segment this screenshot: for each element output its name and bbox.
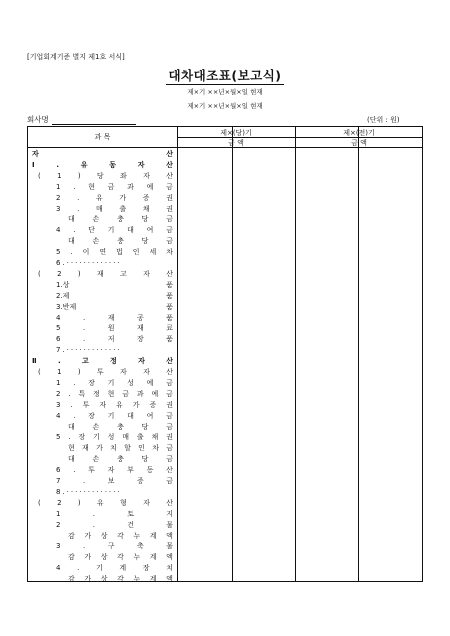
table-row: [28, 193, 177, 203]
table-row: [28, 454, 177, 464]
header-prior-period: 제×(전)기: [343, 129, 375, 137]
table-row: [28, 411, 177, 421]
document-title-text: 대차대조표(보고식): [168, 68, 282, 83]
account-label: 대 손 충 당 금: [68, 237, 173, 246]
table-row: [28, 171, 177, 181]
table-row: [28, 563, 177, 573]
table-row: [28, 432, 177, 442]
table-row: [28, 247, 177, 257]
account-label: 5 . 원 재 료: [56, 324, 173, 333]
header-current-period: 제×(당)기: [220, 129, 252, 137]
table-row: [28, 269, 177, 279]
table-row: [28, 334, 177, 344]
account-label: 2 . 특 정 현 금 과 예 금: [56, 389, 173, 398]
table-row: [28, 149, 177, 159]
account-label: 4 . 재 공 품: [56, 313, 173, 322]
account-label: 1 . 현 금 과 예 금: [56, 182, 173, 191]
table-row: [28, 291, 177, 301]
account-label: Ⅱ . 고 정 자 산: [32, 357, 173, 366]
form-note: [기업회계기준 별지 제1호 서식]: [27, 53, 125, 61]
col-divider-item: [177, 127, 178, 581]
account-label: 대 손 충 당 금: [68, 455, 173, 464]
account-label: 7.·············: [56, 346, 122, 355]
period-prior: 제×기 ××년×월×일 현재: [187, 102, 263, 110]
table-row: [28, 182, 177, 192]
table-row: [28, 552, 177, 562]
table-row: [28, 313, 177, 323]
table-row: [28, 400, 177, 410]
account-label: 감 가 상 각 누 계 액: [68, 531, 173, 540]
table-row: [28, 389, 177, 399]
account-label: ( 1 ) 당 좌 자 산: [38, 171, 173, 180]
table-row: [28, 574, 177, 584]
period-current: 제×기 ××년×월×일 현재: [187, 88, 263, 96]
header-item: 과 목: [94, 133, 111, 141]
account-label: 3 . 투 자 유 가 증 권: [56, 400, 173, 409]
account-label: 자 산: [32, 150, 173, 158]
account-label: 6.·············: [56, 259, 122, 267]
account-label: ( 2 ) 재 고 자 산: [38, 269, 173, 278]
account-label: Ⅰ . 유 동 자 산: [32, 160, 173, 169]
table-row: [28, 356, 177, 366]
company-name-label: 회사명: [27, 115, 49, 124]
account-label: 1 . 장 기 성 예 금: [56, 378, 173, 387]
table-row: [28, 367, 177, 377]
table-row: [28, 465, 177, 475]
account-label: 3.반제 품: [56, 302, 173, 311]
table-row: [28, 345, 177, 355]
table-row: [28, 520, 177, 530]
account-label: 2 . 유 가 증 권: [56, 193, 173, 202]
account-label: 7 . 보 증 금: [56, 477, 173, 485]
account-label: 감 가 상 각 누 계 액: [68, 575, 173, 584]
account-label: 4 . 장 기 대 여 금: [56, 411, 173, 420]
table-row: [28, 498, 177, 508]
table-row: [28, 302, 177, 312]
account-label: ( 2 ) 유 형 자 산: [38, 498, 173, 507]
table-row: [28, 443, 177, 453]
account-label: 8.·············: [56, 487, 122, 496]
table-row: [28, 476, 177, 486]
col-divider-current-prior: [295, 127, 296, 581]
balance-sheet-table: [27, 126, 423, 582]
account-label: 5 . 이 연 법 인 세 차: [56, 248, 173, 257]
header-current-amount: 금 액: [228, 139, 244, 147]
document-title: [0, 66, 450, 84]
account-label: 4 . 기 계 장 치: [56, 564, 173, 573]
account-label: 3 . 구 축 물: [56, 542, 173, 551]
col-divider-prior-a: [358, 127, 359, 581]
table-row: [28, 280, 177, 290]
table-row: [28, 236, 177, 246]
table-row: [28, 487, 177, 497]
account-label: ( 1 ) 투 자 자 산: [38, 368, 173, 376]
account-label: 4 . 단 기 대 여 금: [56, 226, 173, 235]
table-row: [28, 160, 177, 170]
table-row: [28, 214, 177, 224]
account-label: 대 손 충 당 금: [68, 422, 173, 431]
account-label: 2 . 건 물: [56, 520, 173, 529]
account-label: 6 . 저 장 품: [56, 335, 173, 344]
table-row: [28, 204, 177, 214]
unit-note: (단위 : 원): [367, 116, 400, 124]
account-label: 2.제 품: [56, 291, 173, 300]
table-row: [28, 531, 177, 541]
table-row: [28, 509, 177, 519]
table-row: [28, 378, 177, 388]
table-row: [28, 541, 177, 551]
table-row: [28, 323, 177, 333]
col-divider-current-a: [232, 127, 233, 581]
account-label: 3 . 매 출 채 권: [56, 204, 173, 213]
account-label: 1.상 품: [56, 280, 173, 289]
header-prior-amount: 금 액: [351, 139, 367, 147]
account-label: 대 손 충 당 금: [68, 215, 173, 224]
table-row: [28, 225, 177, 235]
company-name-underline: [52, 124, 136, 125]
account-label: 감 가 상 각 누 계 액: [68, 553, 173, 562]
account-label: 6 . 투 자 부 동 산: [56, 466, 173, 475]
table-row: [28, 258, 177, 268]
account-label: 5 . 장 기 성 매 출 채 권: [56, 433, 173, 442]
table-row: [28, 422, 177, 432]
account-label: 1 . 토 지: [56, 509, 173, 518]
account-label: 현 재 가 치 할 인 차 금: [68, 444, 173, 453]
